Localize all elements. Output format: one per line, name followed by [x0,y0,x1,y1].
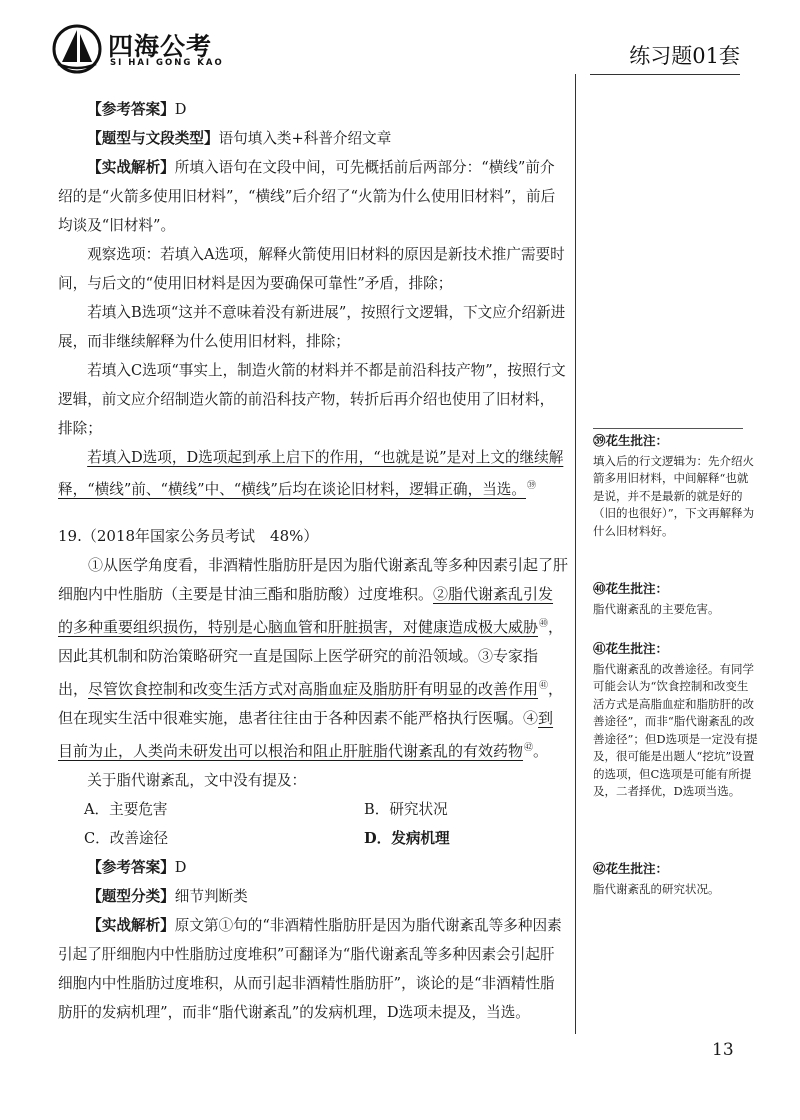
note-40 [593,580,758,618]
q19-number: 19. [58,526,82,545]
q19-sentence-4: 到目前为止，人类尚未研发出可以根治和阻止肝脏脂代谢紊乱的有效药物 [58,709,554,760]
q19-options [58,795,568,853]
note-39-head: ㊴花生批注： [593,433,669,448]
q18-analysis-label: 【实战解析】 [87,159,175,176]
note-39-text: 填入后的行文逻辑为：先介绍火箭多用旧材料，中间解释“也就是说，并不是最新的就是好的（旧的也很好）”，下文再解释为什么旧材料好。 [593,453,755,538]
q19-analysis-text: 原文第①句的“非酒精性脂肪肝是因为脂代谢紊乱等多种因素引起了肝细胞内中性脂肪过度堆积”可翻译为“脂代谢紊乱等多种因素会引起肝细胞内中性脂肪过度堆积，从而引起非酒精性脂肪肝”，谈论的是“非酒精性脂肪肝的发病机理”，而非“脂代谢紊乱”的发病机理，D选项未提及，当选。 [58,917,562,1022]
main-column [58,95,568,1027]
q19-sentence-3-tail: ，但在现实生活中很难实施，患者往往由于各种因素不能严格执行医嘱。 [58,679,564,728]
note-ref-41: ㊶ [539,680,549,691]
note-divider-39 [593,428,743,429]
q18-type [58,124,568,153]
q19-sentence-3: 尽管饮食控制和改变生活方式对高脂血症及脂肪肝有明显的改善作用 [88,679,539,698]
brand-logo [52,24,242,74]
option-c: C．改善途径 [84,830,169,848]
option-a: A．主要危害 [84,801,168,819]
sail-logo-icon [52,24,102,74]
q18-answer-value: D [174,101,187,118]
q19-type-label: 【题型分类】 [87,888,175,906]
q18-paragraph-c: 若填入C选项“事实上，制造火箭的材料并不都是前沿科技产物”，按照行文逻辑，前文应介绍制造火箭的前沿科技产物，转折后再介绍也使用了旧材料，排除； [58,362,566,437]
q19-answer-value: D [174,859,187,877]
note-40-text: 脂代谢紊乱的主要危害。 [593,601,720,616]
page-number: 13 [712,1040,734,1060]
q18-paragraph-a: 观察选项：若填入A选项，解释火箭使用旧材料的原因是新技术推广需要时间，与后文的“使用旧材料是因为要确保可靠性”矛盾，排除； [58,246,565,292]
note-ref-42: ㊷ [524,742,534,753]
q19-analysis-label: 【实战解析】 [87,917,175,935]
q19-sentence-2: ②脂代谢紊乱引发的多种重要组织损伤，特别是心脑血管和肝脏损害，对健康造成极大威胁 [58,585,554,636]
q19-source: （2018年国家公务员考试 48%） [81,526,319,545]
spacer [58,504,568,522]
q19-answer [58,853,568,882]
q19-sentence-2-tail: ，因此其机制和防治策略研究一直是国际上医学研究的前沿领域。 [58,617,564,666]
q19-prompt: 关于脂代谢紊乱，文中没有提及： [87,772,307,790]
note-41-text: 脂代谢紊乱的改善途径。有同学可能会认为“饮食控制和改变生活方式是高脂血症和脂肪肝的改善途径”，而非“脂代谢紊乱的改善途径”；但D选项是一定没有提及，很可能是出题人“挖坑”设置的选项，但C选项是可能有所提及，二者择优，D选项当选。 [593,661,758,798]
q18-paragraph-d-text: 若填入D选项，D选项起到承上启下的作用，“也就是说”是对上文的继续解释，“横线”前、“横线”中、“横线”后均在谈论旧材料，逻辑正确，当选。 [58,449,564,498]
q18-analysis [58,153,568,240]
note-ref-39: ㊴ [527,481,537,491]
q19-sentence-3-prefix: ③专家指出， [58,647,539,698]
q19-header [58,522,568,551]
note-ref-40: ㊵ [539,618,549,629]
q18-paragraph-b: 若填入B选项“这并不意味着没有新进展”，按照行文逻辑，下文应介绍新进展，而非继续解释为什么使用旧材料，排除； [58,304,566,350]
q18-analysis-text: 所填入语句在文段中间，可先概括前后两部分：“横线”前介绍的是“火箭多使用旧材料”，“横线”后介绍了“火箭为什么使用旧材料”，前后均谈及“旧材料”。 [58,159,556,234]
q19-analysis [58,911,568,1027]
note-39 [593,432,758,540]
note-41-head: ㊶花生批注： [593,641,669,656]
q18-paragraph-d [58,443,568,504]
q18-answer-label: 【参考答案】 [87,101,175,118]
q19-sentence-4-prefix: ④ [523,709,539,728]
note-42-text: 脂代谢紊乱的研究状况。 [593,881,720,896]
margin-divider [575,74,576,1034]
logo-chinese-name: 四海公考 [108,32,213,61]
q19-passage [58,551,568,767]
practice-set-label: 练习题01套 [629,44,740,68]
q19-type [58,882,568,911]
note-42-head: ㊷花生批注： [593,861,669,876]
option-d: D．发病机理 [364,830,450,848]
note-42 [593,860,758,898]
q18-type-label: 【题型与文段类型】 [87,130,219,147]
q18-type-value: 语句填入类+科普介绍文章 [218,130,392,147]
option-b: B．研究状况 [364,801,448,819]
note-40-head: ㊵花生批注： [593,581,669,596]
q19-sentence-4-tail: 。 [533,741,549,760]
q19-type-value: 细节判断类 [174,888,248,906]
header-divider [590,74,740,75]
logo-english-name: SI HAI GONG KAO [110,58,224,68]
q18-answer [58,95,568,124]
q19-sentence-1: ①从医学角度看，非酒精性脂肪肝是因为脂代谢紊乱等多种因素引起了肝细胞内中性脂肪（主要是甘油三酯和脂肪酸）过度堆积。 [58,555,569,604]
q19-answer-label: 【参考答案】 [87,859,175,877]
note-41 [593,640,758,801]
